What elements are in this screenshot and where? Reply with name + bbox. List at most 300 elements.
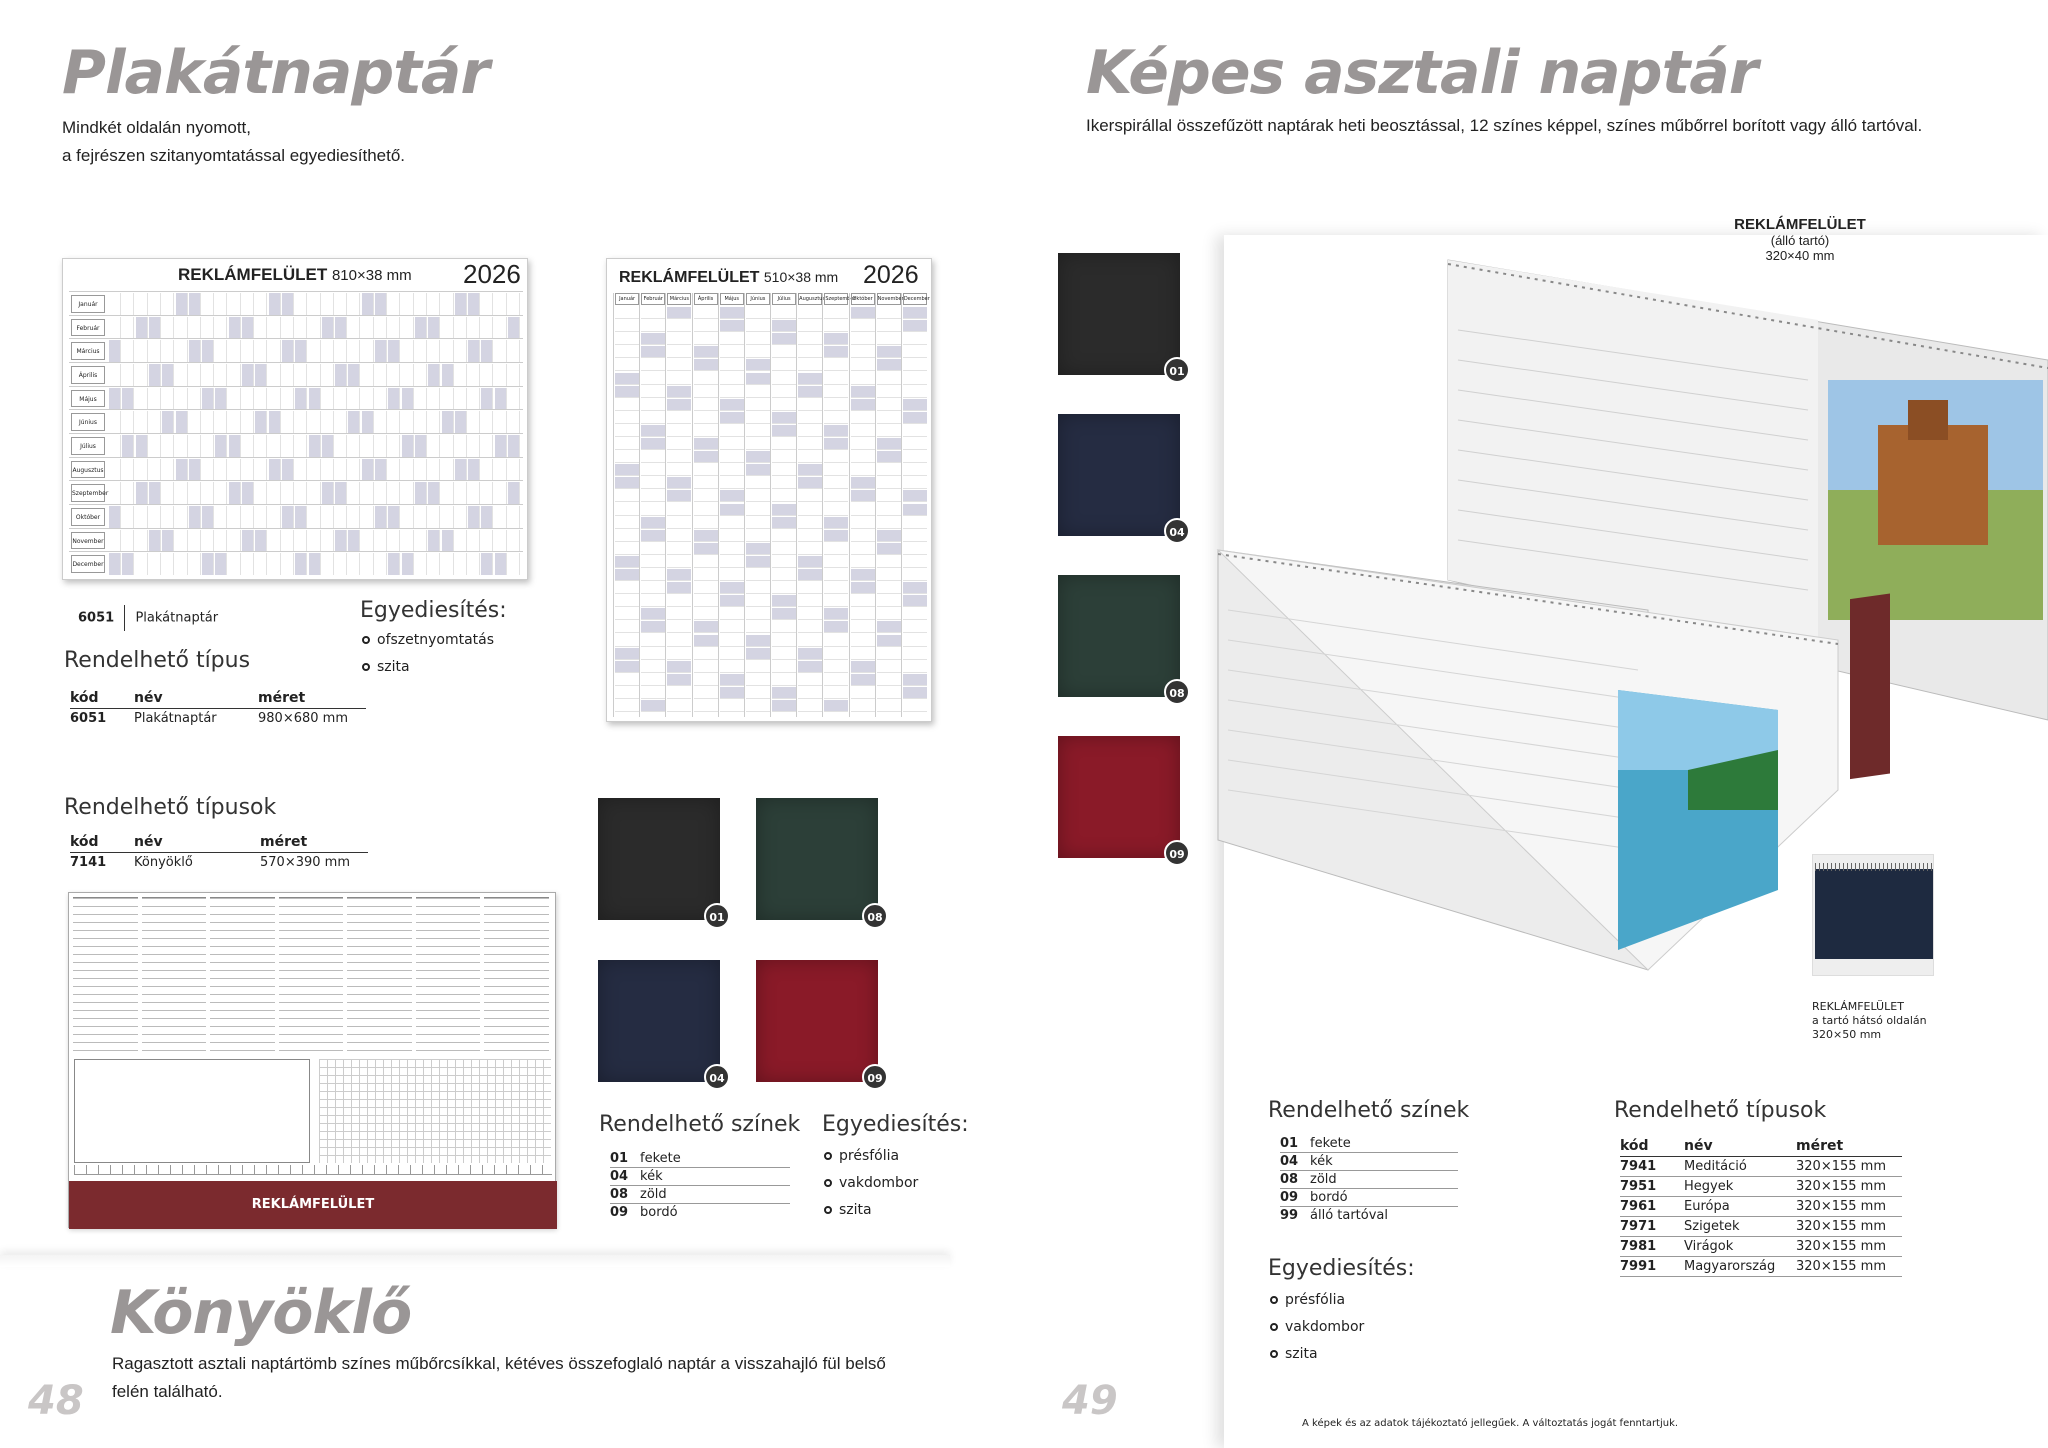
day-cell [375,340,387,362]
day-cell [824,333,848,345]
day-cell [772,687,796,699]
day-cell [149,411,161,433]
day-cell [402,530,414,552]
day-cell [481,459,493,481]
month-label: Március [667,293,691,305]
day-cell [415,482,427,504]
day-cell [242,435,254,457]
day-cell [309,388,321,410]
day-cell [772,373,796,385]
day-cell [772,661,796,673]
day-cell [455,459,467,481]
month-label: Október [851,293,875,305]
colors-heading: Rendelhető színek [599,1112,801,1137]
day-cell [375,506,387,528]
day-cell [694,556,718,568]
page-number-right: 49 [1062,1378,1118,1424]
day-cell [851,307,875,319]
day-cell [122,553,134,575]
day-cell [746,661,770,673]
swatch-blue [598,960,720,1082]
table-row: 99 álló tartóval [1280,1208,1389,1223]
day-cell [720,464,744,476]
month-label: Január [615,293,639,305]
day-cell [667,425,691,437]
day-cell [375,553,387,575]
day-cell [746,687,770,699]
day-cell [269,506,281,528]
month-label: Február [71,319,105,337]
day-cell [428,506,440,528]
day-cell [746,582,770,594]
day-cell [720,504,744,516]
day-cell [495,293,507,315]
day-cell [772,412,796,424]
day-cell [641,674,665,686]
custom-item: vakdombor [824,1175,918,1191]
day-cell [746,373,770,385]
day-cell [375,364,387,386]
day-cell [242,553,254,575]
day-cell [772,569,796,581]
month-column [901,293,930,717]
day-cell [877,425,901,437]
day-cell [798,543,822,555]
day-cell [694,399,718,411]
day-cell [903,425,927,437]
col-header: kód [70,688,134,709]
day-cell [903,556,927,568]
day-cell [215,553,227,575]
day-cell [215,388,227,410]
ad-top-label: REKLÁMFELÜLET (álló tartó) 320×40 mm [1734,216,1866,263]
swatch-code-badge: 09 [1164,840,1190,866]
day-cell [667,543,691,555]
day-cell [215,482,227,504]
day-cell [824,674,848,686]
day-cell [202,482,214,504]
month-column [849,293,875,717]
table-row: 09 bordó [1280,1189,1458,1207]
day-cell [388,553,400,575]
day-cell [442,506,454,528]
day-cell [229,459,241,481]
month-row [69,409,523,433]
day-cell [442,293,454,315]
day-cell [242,482,254,504]
day-cell [468,388,480,410]
day-cell [851,464,875,476]
day-cell [824,477,848,489]
day-cell [202,553,214,575]
day-cell [242,530,254,552]
day-cell [877,661,901,673]
day-cell [615,373,639,385]
col-header: név [134,688,258,709]
pad-day-column [347,897,412,1057]
day-cell [388,506,400,528]
swatch-code-badge: 08 [1164,679,1190,705]
table-row: 04 kék [1280,1153,1458,1171]
day-cell [402,364,414,386]
month-row [69,386,523,410]
table-row: 7991 Magyarország 320×155 mm [1620,1257,1902,1277]
day-cell [468,317,480,339]
poster-ad-label: REKLÁMFELÜLET 510×38 mm [619,269,839,286]
day-cell [162,293,174,315]
poster-ad-label: REKLÁMFELÜLET 810×38 mm [178,265,412,284]
day-cell [202,364,214,386]
day-cell [772,425,796,437]
day-cell [455,388,467,410]
day-cell [335,293,347,315]
day-cell [877,674,901,686]
day-cell [162,506,174,528]
day-cell [694,490,718,502]
pad-day-column [416,897,481,1057]
day-cell [667,320,691,332]
day-cell [798,490,822,502]
day-cell [481,553,493,575]
day-cell [375,435,387,457]
poster-year: 2026 [463,259,521,289]
day-cell [877,359,901,371]
day-cell [772,504,796,516]
day-cell [798,320,822,332]
day-cell [667,451,691,463]
day-cell [772,346,796,358]
swatch-black [598,798,720,920]
day-cell [242,317,254,339]
day-cell [877,333,901,345]
day-cell [667,490,691,502]
day-cell [229,435,241,457]
month-row [69,528,523,552]
day-cell [746,700,770,712]
day-cell [282,388,294,410]
day-cell [229,340,241,362]
day-cell [667,595,691,607]
day-cell [136,459,148,481]
day-cell [798,307,822,319]
day-cell [851,687,875,699]
day-cell [694,569,718,581]
day-cell [824,490,848,502]
month-label: Augusztus [798,293,822,305]
day-cell [176,340,188,362]
day-cell [851,595,875,607]
day-cell [122,459,134,481]
day-cell [746,320,770,332]
day-cell [335,317,347,339]
day-cell [903,386,927,398]
day-cell [903,700,927,712]
day-cell [615,674,639,686]
day-cell [903,504,927,516]
day-cell [903,648,927,660]
day-cell [772,438,796,450]
day-cell [615,464,639,476]
day-cell [415,459,427,481]
day-cell [109,411,121,433]
month-column [692,293,718,717]
day-cell [903,530,927,542]
day-cell [495,553,507,575]
day-cell [362,364,374,386]
swatch-code-badge: 08 [862,903,888,929]
day-cell [189,388,201,410]
day-cell [348,293,360,315]
day-cell [641,648,665,660]
day-cell [851,621,875,633]
day-cell [269,340,281,362]
day-cell [694,333,718,345]
table-row: 08 zöld [1280,1171,1458,1189]
day-cell [641,517,665,529]
day-cell [772,464,796,476]
day-cell [746,635,770,647]
day-cell [694,464,718,476]
day-cell [136,411,148,433]
day-cell [149,364,161,386]
day-cell [388,530,400,552]
day-cell [215,411,227,433]
day-cell [641,412,665,424]
month-label: Szeptember [824,293,848,305]
bottom-divider [0,1255,950,1267]
day-cell [746,648,770,660]
day-cell [309,459,321,481]
month-label: Január [71,295,105,313]
day-cell [348,340,360,362]
day-cell [798,477,822,489]
day-cell [667,687,691,699]
day-cell [255,388,267,410]
day-cell [667,307,691,319]
day-cell [877,346,901,358]
day-cell [877,451,901,463]
day-cell [641,661,665,673]
day-cell [468,411,480,433]
day-cell [229,411,241,433]
day-cell [136,317,148,339]
day-cell [508,388,520,410]
day-cell [362,388,374,410]
day-cell [508,482,520,504]
day-cell [720,438,744,450]
day-cell [136,482,148,504]
colors-table [1280,1135,1458,1224]
day-cell [798,595,822,607]
day-cell [641,373,665,385]
day-cell [149,553,161,575]
table-row: 7971 Szigetek 320×155 mm [1620,1217,1902,1237]
day-cell [824,399,848,411]
day-cell [667,556,691,568]
swatch-green [1058,575,1180,697]
day-cell [295,482,307,504]
day-cell [720,477,744,489]
day-cell [851,451,875,463]
day-cell [295,553,307,575]
day-cell [255,364,267,386]
day-cell [508,530,520,552]
day-cell [415,388,427,410]
day-cell [388,293,400,315]
type-heading: Rendelhető típus [64,648,251,673]
day-cell [824,307,848,319]
day-cell [746,438,770,450]
day-cell [641,490,665,502]
day-cell [903,307,927,319]
day-cell [269,364,281,386]
day-cell [215,293,227,315]
col-header: méret [260,832,368,853]
day-cell [282,364,294,386]
custom-item: szita [1270,1346,1318,1362]
day-cell [362,506,374,528]
day-cell [348,482,360,504]
day-cell [295,364,307,386]
day-cell [468,482,480,504]
day-cell [442,340,454,362]
day-cell [348,411,360,433]
day-cell [282,506,294,528]
day-cell [667,582,691,594]
table-row: 7981 Virágok 320×155 mm [1620,1237,1902,1257]
day-cell [428,482,440,504]
col-header: kód [70,832,134,853]
day-cell [202,388,214,410]
day-cell [641,333,665,345]
day-cell [309,530,321,552]
day-cell [746,530,770,542]
custom-heading: Egyediesítés: [1268,1256,1415,1281]
day-cell [202,317,214,339]
day-cell [746,399,770,411]
day-cell [798,399,822,411]
day-cell [149,388,161,410]
day-cell [322,482,334,504]
day-cell [798,648,822,660]
day-cell [468,506,480,528]
day-cell [641,477,665,489]
day-cell [122,340,134,362]
day-cell [615,648,639,660]
day-cell [348,364,360,386]
day-cell [242,340,254,362]
day-cell [746,359,770,371]
day-cell [641,530,665,542]
day-cell [720,569,744,581]
day-cell [309,340,321,362]
day-cell [903,608,927,620]
day-cell [851,477,875,489]
day-cell [798,451,822,463]
day-cell [375,530,387,552]
day-cell [481,506,493,528]
table-row: 09 bordó [610,1205,678,1220]
day-cell [189,506,201,528]
day-cell [375,482,387,504]
day-cell [667,621,691,633]
day-cell [202,530,214,552]
day-cell [295,459,307,481]
month-label: Június [746,293,770,305]
day-cell [176,364,188,386]
day-cell [824,373,848,385]
day-cell [455,293,467,315]
day-cell [215,530,227,552]
pad-note-box [74,1059,310,1163]
day-cell [798,464,822,476]
poster-month-columns [613,293,930,717]
colors-table [610,1150,790,1221]
day-cell [772,635,796,647]
day-cell [667,608,691,620]
day-cell [746,451,770,463]
day-cell [851,556,875,568]
day-cell [824,648,848,660]
day-cell [798,373,822,385]
day-cell [694,700,718,712]
day-cell [772,477,796,489]
day-cell [322,293,334,315]
day-cell [428,293,440,315]
day-cell [109,317,121,339]
day-cell [641,621,665,633]
konyoklo-description: Ragasztott asztali naptártömb színes műbőrcsíkkal, kétéves összefoglaló naptár a visszahajló fül belső felén található. [112,1354,886,1401]
day-cell [255,293,267,315]
day-cell [402,459,414,481]
day-cell [309,482,321,504]
table-row: 01 fekete [610,1150,790,1168]
day-cell [428,411,440,433]
day-cell [667,530,691,542]
day-cell [508,506,520,528]
pad-day-column [484,897,549,1057]
day-cell [903,635,927,647]
day-cell [162,340,174,362]
day-cell [402,340,414,362]
day-cell [455,530,467,552]
day-cell [798,530,822,542]
day-cell [851,412,875,424]
day-cell [615,412,639,424]
day-cell [615,490,639,502]
day-cell [615,359,639,371]
day-cell [772,517,796,529]
day-cell [322,364,334,386]
day-cell [255,411,267,433]
day-cell [667,464,691,476]
day-cell [851,504,875,516]
day-cell [903,373,927,385]
swatch-green [756,798,878,920]
day-cell [295,388,307,410]
day-cell [388,340,400,362]
day-cell [468,435,480,457]
day-cell [149,530,161,552]
day-cell [455,364,467,386]
day-cell [162,317,174,339]
day-cell [269,411,281,433]
day-cell [282,459,294,481]
day-cell [269,388,281,410]
day-cell [720,346,744,358]
day-cell [122,506,134,528]
day-cell [335,435,347,457]
